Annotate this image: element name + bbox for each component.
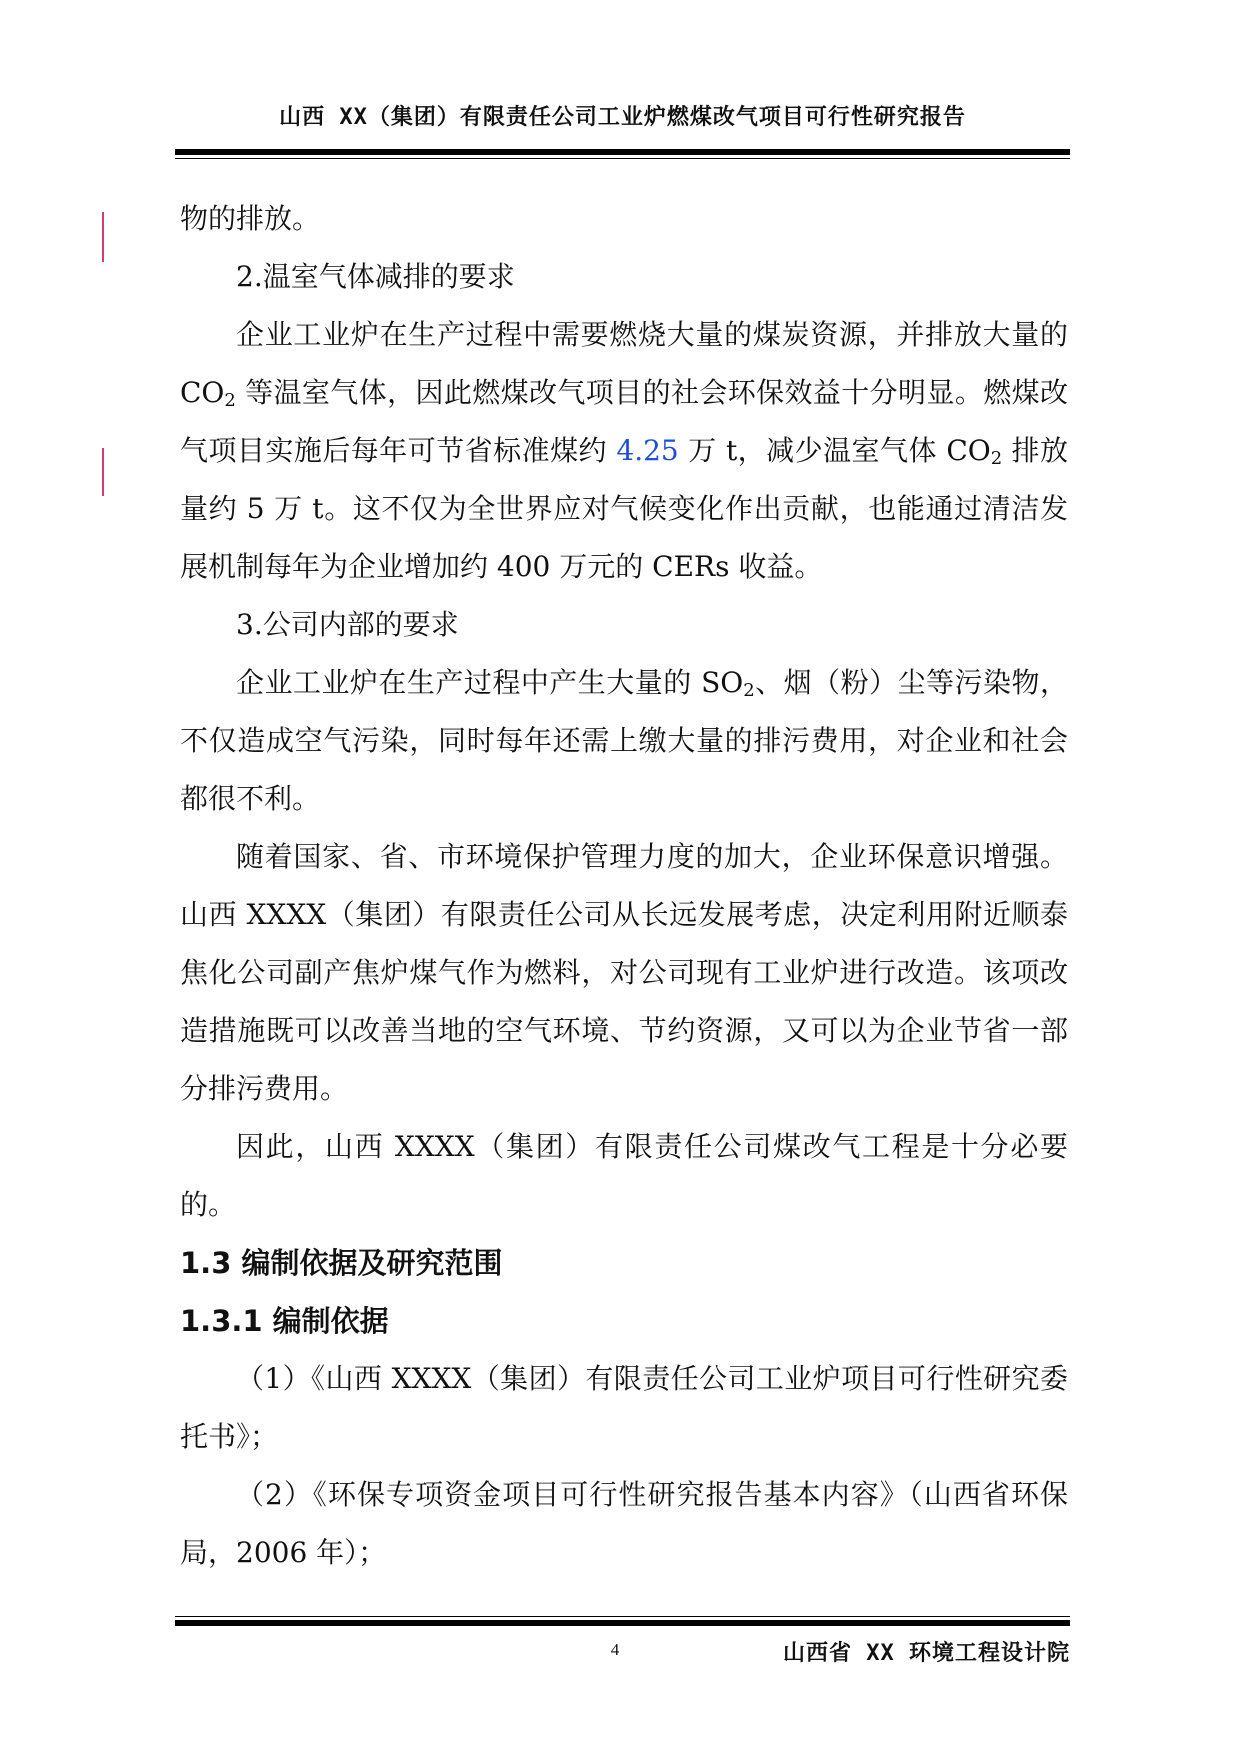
revision-mark [102, 212, 104, 262]
revision-mark [102, 448, 104, 496]
subsection-heading-greenhouse: 2.温室气体减排的要求 [236, 260, 515, 293]
paragraph: 因此，山西 XXXX（集团）有限责任公司煤改气工程是十分必要的。 [180, 1130, 1068, 1221]
highlighted-value: 4.25 [616, 434, 679, 467]
paragraph: 随着国家、省、市环境保护管理力度的加大，企业环保意识增强。山西 XXXX（集团）有限责任公司从长远发展考虑，决定利用附近顺泰焦化公司副产焦炉煤气作为燃料，对公司现有工业炉进行改造。该项改造措施既可以改善当地的空气环境、节约资源，又可以为企业节省一部分排污费用。 [180, 840, 1068, 1105]
footer-organization: 山西省 XX 环境工程设计院 [783, 1641, 1070, 1666]
header-rule-thin [175, 158, 1070, 159]
page-number: 4 [610, 1640, 620, 1659]
basis-item: （1）《山西 XXXX（集团）有限责任公司工业炉项目可行性研究委托书》； [180, 1362, 1068, 1453]
paragraph-internal: 企业工业炉在生产过程中产生大量的 $SO_2$、烟（粉）尘等污染物，不仅造成空气污染，同时每年还需上缴大量的排污费用，对企业和社会都很不利。 [180, 666, 1068, 815]
subsection-heading-internal: 3.公司内部的要求 [236, 608, 459, 641]
header-title: 山西 XX（集团）有限责任公司工业炉燃煤改气项目可行性研究报告 [279, 105, 966, 130]
footer-rule [175, 1620, 1070, 1626]
basis-item: （2）《环保专项资金项目可行性研究报告基本内容》（山西省环保局，2006 年）； [180, 1478, 1068, 1569]
header-rule [175, 149, 1070, 155]
footer-rule-thin [175, 1616, 1070, 1617]
paragraph: 物的排放。 [180, 202, 321, 235]
section-heading-1-3: 1.3 编制依据及研究范围 [180, 1246, 503, 1280]
paragraph-greenhouse: 企业工业炉在生产过程中需要燃烧大量的煤炭资源，并排放大量的 $CO_2$ 等温室气体，因此燃煤改气项目的社会环保效益十分明显。燃煤改气项目实施后每年可节省标准煤约 4.25 万 t，减少温室气体 $CO_2$ 排放量约 5 万 t。这不仅为全世界应对气候变化作出贡献，也能通过清洁发展机制每年为企业增加约 400 万元的 CERs 收益。 [180, 318, 1068, 583]
section-heading-1-3-1: 1.3.1 编制依据 [180, 1304, 389, 1338]
document-body [180, 190, 1068, 1582]
